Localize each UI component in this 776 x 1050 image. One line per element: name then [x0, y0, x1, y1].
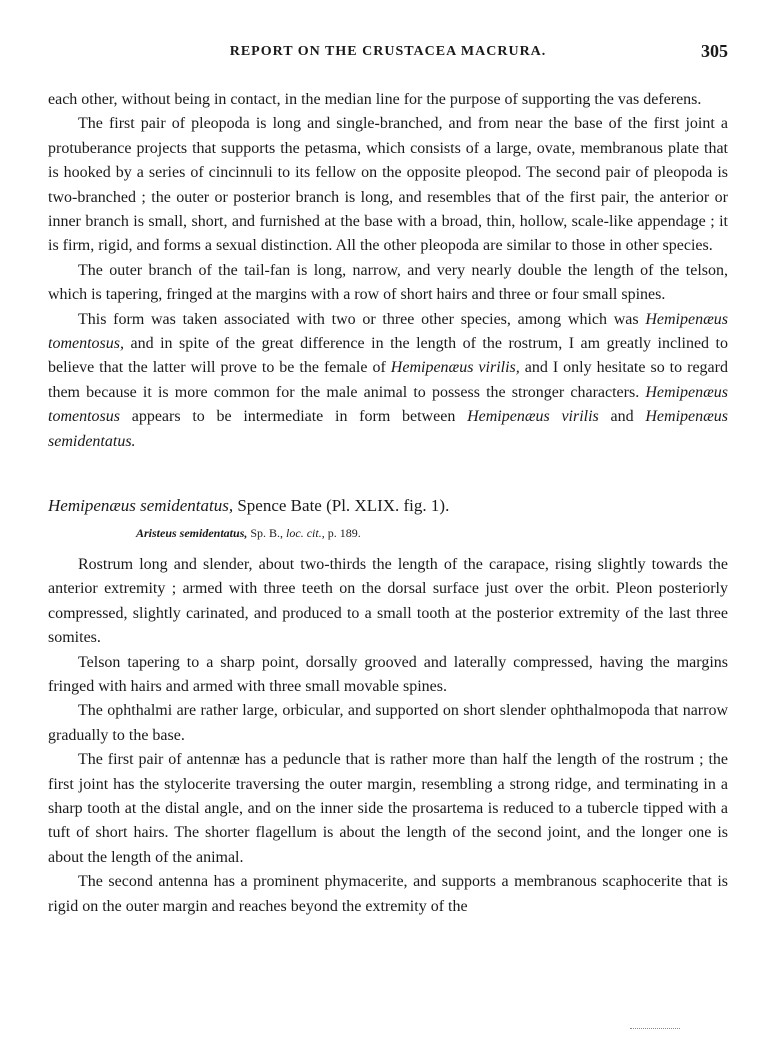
running-title: REPORT ON THE CRUSTACEA MACRURA.	[229, 44, 547, 59]
text-run: and I only hesitate so to regard them because it is more common for the male animal to possess the stronger characters.	[48, 359, 728, 401]
species-name-italic: Hemipenæus tomentosus	[48, 383, 728, 426]
species-name-italic: Hemipenæus semidentatus.	[48, 408, 729, 450]
species-name-italic: Hemipenæus virilis	[467, 408, 599, 426]
paragraph-telson: Telson tapering to a sharp point, dorsally grooved and laterally compressed, having the margins fringed with hairs and armed with three small movable spines.	[48, 653, 728, 695]
paragraph-association	[48, 308, 728, 454]
species-heading-authority: Spence Bate (Pl. XLIX. fig. 1).	[233, 496, 450, 516]
paragraph-tail-fan: The outer branch of the tail-fan is long, narrow, and very nearly double the length of the telson, which is tapering, fringed at the margins with a row of short hairs and three or four small spines.	[48, 261, 728, 304]
running-head	[48, 41, 728, 68]
synonym-line	[48, 521, 728, 545]
species-name-italic: Hemipenæus tomentosus,	[48, 310, 728, 353]
synonym-name: Aristeus semidentatus,	[136, 525, 248, 540]
paragraph-pleopoda: The first pair of pleopoda is long and single-branched, and from near the base of the first joint a protuberance projects that supports the petasma, which consists of a large, ovate, membranous plate that is hooked by a series of cincinnuli to its fellow on the opposite pleopod. The second pair of pleopoda is two-branched ; the outer or posterior branch is long, and resembles that of the first pair, the anterior or inner branch is small, short, and furnished at the base with a broad, thin, hollow, scale-like appendage ; it is firm, rigid, and forms a sexual distinction. All the other pleopoda are similar to those in other species.	[48, 115, 728, 255]
species-heading-name: Hemipenæus semidentatus,	[48, 496, 234, 516]
paragraph-first-antennae: The first pair of antennæ has a peduncle that is rather more than half the length of the rostrum ; the first joint has the stylocerite traversing the outer margin, resembling a strong ridge, and terminating in a sharp tooth at the distal angle, and on the inner side the prosartema is reduced to a tubercle tipped with a tuft of short hairs. The shorter flagellum is about the length of the second joint, and the longer one is about the length of the animal.	[48, 751, 728, 866]
text-run: This form was taken associated with two or three other species, among which was	[78, 310, 646, 328]
text-run: and in spite of the great difference in the length of the rostrum, I am greatly inclined to believe that the latter will prove to be the female of	[48, 335, 728, 377]
text-run: and	[598, 408, 646, 426]
synonym-page: p. 189.	[324, 525, 361, 540]
page-number: 305	[701, 41, 728, 61]
paragraph-ophthalmi: The ophthalmi are rather large, orbicular, and supported on short slender ophthalmopoda that narrow gradually to the base.	[48, 702, 728, 744]
text-run: appears to be intermediate in form between	[120, 408, 468, 426]
signature-mark	[630, 1028, 680, 1031]
body-text	[48, 88, 728, 919]
synonym-loc-cit: loc. cit.,	[286, 525, 325, 540]
paragraph-second-antenna: The second antenna has a prominent phymacerite, and supports a membranous scaphocerite that is rigid on the outer margin and reaches beyond the extremity of the	[48, 873, 728, 915]
paragraph-rostrum: Rostrum long and slender, about two-thirds the length of the carapace, rising slightly towards the anterior extremity ; armed with three teeth on the dorsal surface just over the orbit. Pleon posteriorly compressed, slightly carinated, and produced to a small tooth at the posterior extremity of the last three somites.	[48, 555, 728, 647]
species-name-italic: Hemipenæus virilis,	[390, 359, 520, 377]
paragraph-continuation: each other, without being in contact, in the median line for the purpose of supporting the vas deferens.	[48, 91, 702, 108]
synonym-ref: Sp. B.,	[247, 525, 287, 540]
species-heading	[48, 494, 728, 518]
